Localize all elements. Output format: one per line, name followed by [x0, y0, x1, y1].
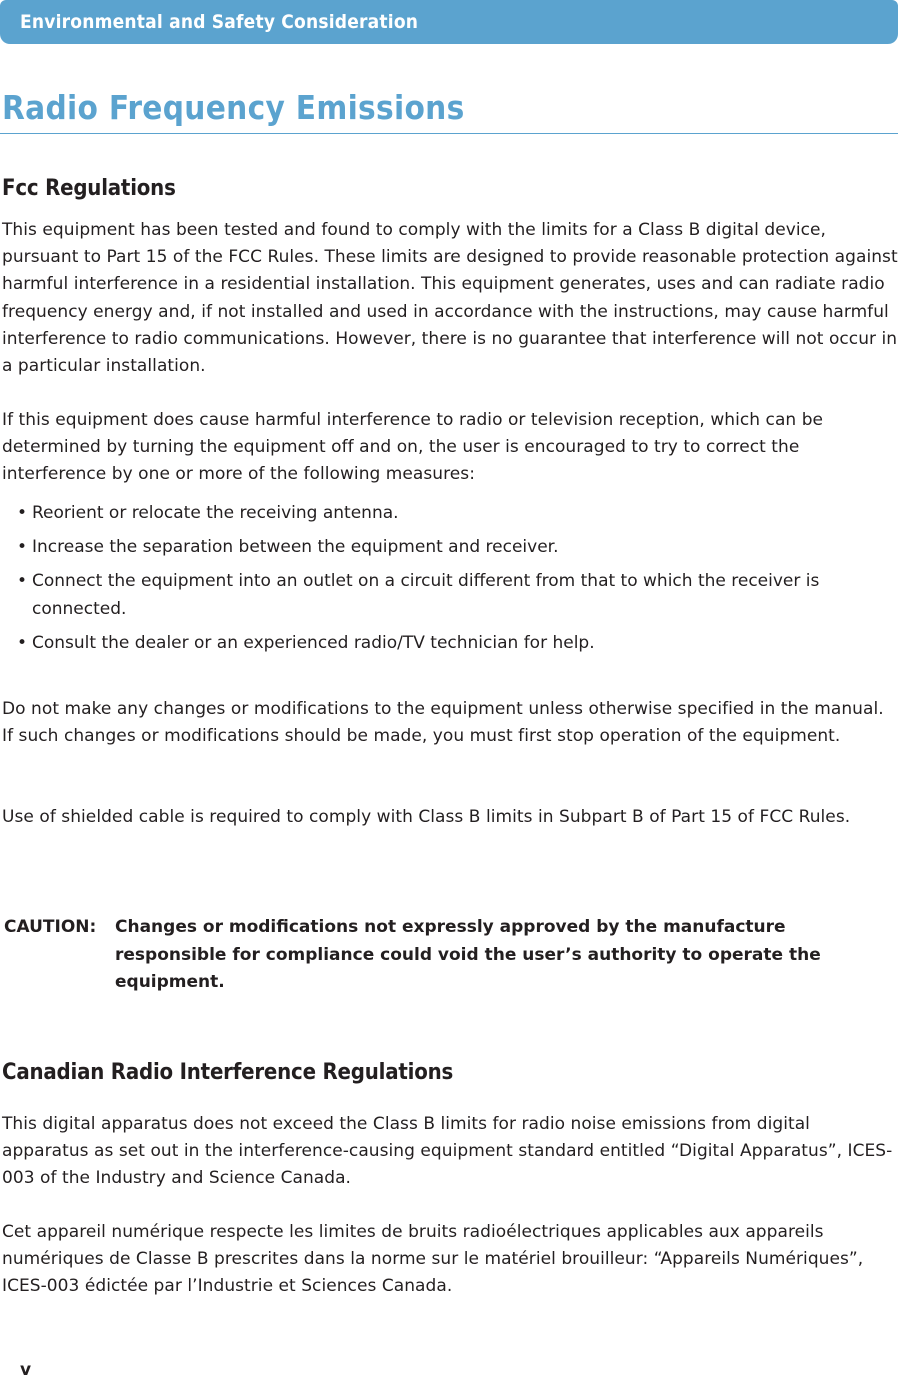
section-header-title: Environmental and Safety Consideration [20, 11, 419, 33]
bullet-icon: • [17, 537, 28, 558]
fcc-paragraph-4: Use of shielded cable is required to comply with Class B limits in Subpart B of Part 15 of FCC Rules. [2, 807, 851, 827]
page-title: Radio Frequency Emissions [2, 88, 465, 127]
bullet-icon: • [17, 503, 28, 523]
bullet-icon: • [17, 571, 28, 592]
list-item: • Reorient or relocate the receiving antenna. [17, 500, 897, 527]
list-item: • Connect the equipment into an outlet on a circuit different from that to which the receiver is connected. [17, 568, 897, 622]
fcc-paragraph-3: Do not make any changes or modifications to the equipment unless otherwise specified in the manual. If such changes or modifications should be made, you must first stop operation of the equipment. [2, 699, 884, 747]
canadian-paragraph-1: This digital apparatus does not exceed the Class B limits for radio noise emissions from digital apparatus as set out in the interference-causing equipment standard entitled “Digital Apparatus”, ICES-003 of the Industry and Science Canada. [2, 1114, 893, 1189]
page-number: v [20, 1360, 32, 1380]
caution-text: Changes or modifications not expressly approved by the manufacture responsible for compliance could void the user’s authority to operate the equipment. [115, 917, 821, 992]
canadian-regulations-heading: Canadian Radio Interference Regulations [2, 1060, 454, 1085]
fcc-regulations-heading: Fcc Regulations [2, 176, 176, 201]
measures-list [17, 500, 897, 664]
bullet-icon: • [17, 632, 28, 653]
canadian-paragraph-2: Cet appareil numérique respecte les limites de bruits radioélectriques applicables aux appareils numériques de Classe B prescrites dans la norme sur le matériel brouilleur: “Appareils Numériques”, ICES-003 édictée par l’Industrie et Sciences Canada. [2, 1222, 864, 1297]
list-item: • Increase the separation between the equipment and receiver. [17, 534, 897, 561]
fcc-paragraph-1: This equipment has been tested and found to comply with the limits for a Class B digital device, pursuant to Part 15 of the FCC Rules. These limits are designed to provide reasonable protection against harmful interference in a residential installation. This equipment generates, uses and can radiate radio frequency energy and, if not installed and used in accordance with the instructions, may cause harmful interference to radio communications. However, there is no guarantee that interference will not occur in a particular installation. [2, 220, 898, 377]
list-item: • Consult the dealer or an experienced radio/TV technician for help. [17, 630, 897, 657]
caution-label: CAUTION: [4, 917, 97, 937]
section-header-bar [0, 0, 898, 44]
fcc-paragraph-2: If this equipment does cause harmful interference to radio or television reception, which can be determined by turning the equipment off and on, the user is encouraged to try to correct the interference by one or more of the following measures: [2, 410, 824, 485]
title-divider [0, 133, 898, 134]
